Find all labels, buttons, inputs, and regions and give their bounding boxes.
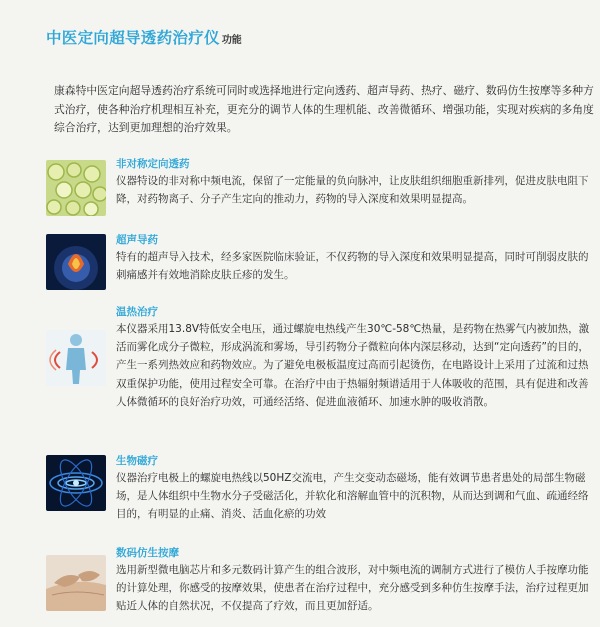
section-body: 选用新型微电脑芯片和多元数码计算产生的组合波形，对中频电流的调制方式进行了模仿人手按摩功能的计算处理，你感受的按摩效果，使患者在治疗过程中，充分感受到多种仿生按摩手法，治疗过程更加贴近人体的自然状况，不仅提高了疗效，而且更加舒适。 bbox=[116, 564, 589, 613]
section-body: 特有的超声导入技术，经多家医院临床验证，不仅药物的导入深度和效果明显提高，同时可削弱皮肤的刺痛感并有效地消除皮肤丘疹的发生。 bbox=[116, 251, 589, 282]
section-heading: 温热治疗 bbox=[116, 306, 158, 318]
section-heading: 生物磁疗 bbox=[116, 455, 158, 467]
section-body: 仪器治疗电极上的螺旋电热线以50HZ交流电，产生交变动态磁场，能有效调节患者患处的局部生物磁场，是人体组织中生物水分子受磁活化，并软化和溶解血管中的沉积物，从而达到调和气血、疏通经络目的，有明显的止痛、消炎、活血化瘀的功效 bbox=[116, 472, 589, 521]
intro-paragraph: 康森特中医定向超导透药治疗系统可同时或选择地进行定向透药、超声导药、热疗、磁疗、数码仿生按摩等多种方式治疗，使各种治疗机理相互补充，更充分的调节人体的生理机能、改善微循环、增强功能，实现对疾病的多角度综合治疗，达到更加理想的治疗效果。 bbox=[54, 84, 594, 134]
cells-image-icon bbox=[46, 160, 106, 216]
title-main: 中医定向超导透药治疗仪 bbox=[46, 29, 220, 47]
ultrasound-image-icon bbox=[46, 234, 106, 290]
section-body: 仪器特设的非对称中频电流，保留了一定能量的负向脉冲，让皮肤组织细胞重新排列，促进皮肤电阻下降，对药物离子、分子产生定向的推动力，药物的导入深度和效果明显提高。 bbox=[116, 175, 589, 206]
massage-image-icon bbox=[46, 555, 106, 611]
section-body: 本仪器采用13.8V特低安全电压，通过螺旋电热线产生30℃-58℃热量，是药物在热雾气内被加热，激活而雾化成分子微粒，形成涡流和雾场，导引药物分子微粒向体内深层移动，达到“定向透药”的目的，产生一系列热效应和药物效应。为了避免电极板温度过高而引起烫伤，在电路设计上采用了过流和过热双重保护功能，使用过程安全可靠。在治疗中由于热辐射频谱适用于人体吸收的范围，具有促进和改善人体微循环的良好治疗功效，可通经活络、促进血液循环、加速水肿的吸收消散。 bbox=[116, 323, 590, 408]
title-suffix: 功能 bbox=[221, 35, 242, 46]
magnetic-field-image-icon bbox=[46, 455, 106, 511]
section-heading: 数码仿生按摩 bbox=[116, 547, 179, 559]
section-heading: 超声导药 bbox=[116, 234, 158, 246]
page-title bbox=[46, 26, 242, 48]
section-heading: 非对称定向透药 bbox=[116, 158, 190, 170]
body-heat-image-icon bbox=[46, 330, 106, 386]
